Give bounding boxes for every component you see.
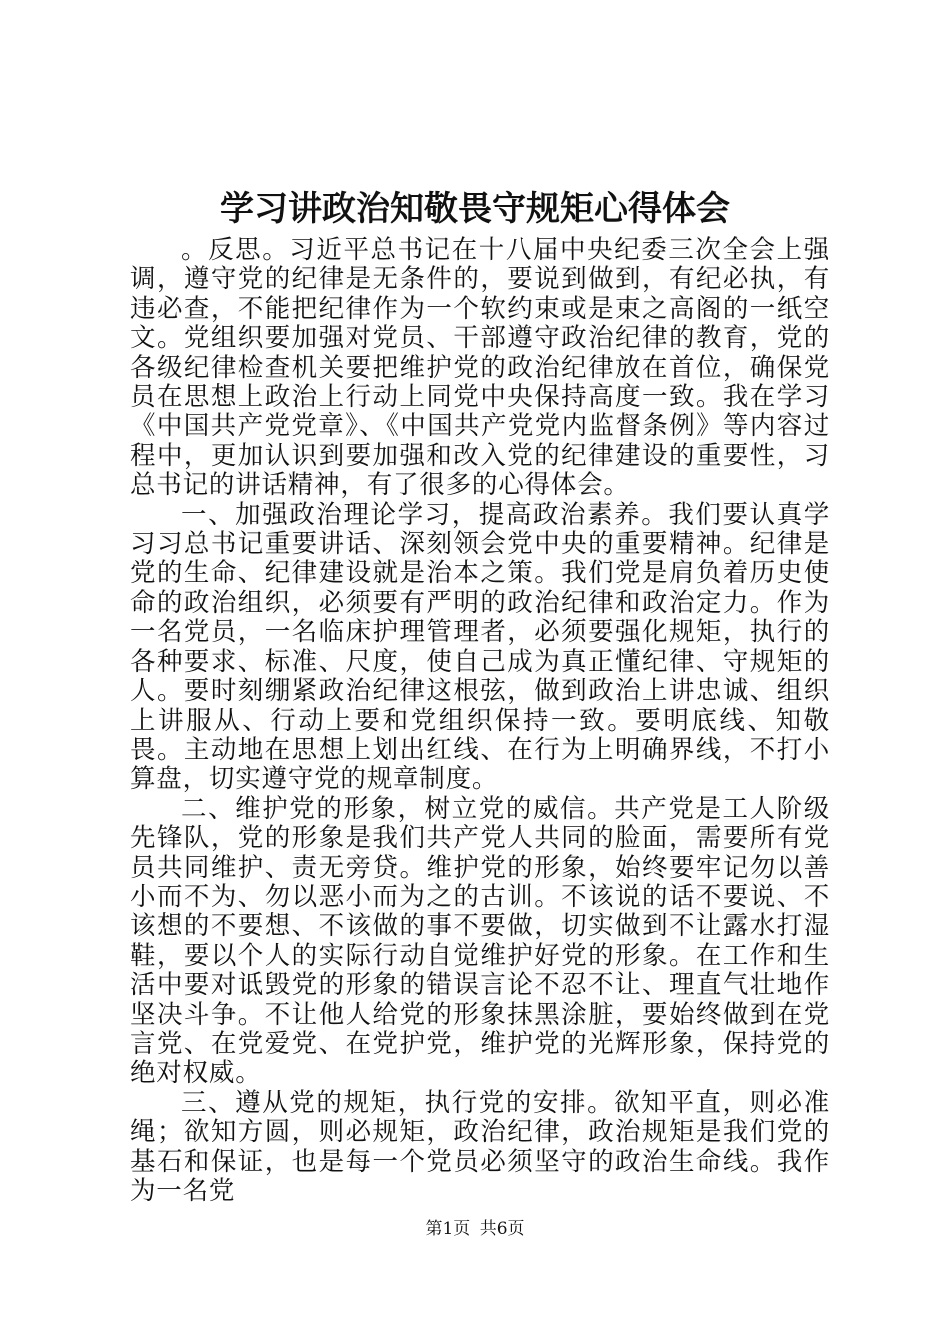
document-title: 学习讲政治知敬畏守规矩心得体会 bbox=[220, 189, 730, 229]
page-total: 共6页 bbox=[479, 1219, 525, 1239]
document-body bbox=[130, 236, 830, 1206]
page-footer bbox=[0, 1217, 950, 1241]
paragraph-intro: 。反思。习近平总书记在十八届中央纪委三次全会上强调，遵守党的纪律是无条件的，要说到做到，有纪必执，有违必查，不能把纪律作为一个软约束或是束之高阁的一纸空文。党组织要加强对党员、干部遵守政治纪律的教育，党的各级纪律检查机关要把维护党的政治纪律放在首位，确保党员在思想上政治上行动上同党中央保持高度一致。我在学习《中国共产党党章》、《中国共产党党内监督条例》等内容过程中，更加认识到要加强和改入党的纪律建设的重要性，习总书记的讲话精神，有了很多的心得体会。 bbox=[130, 235, 830, 501]
paragraph-section-3: 三、遵从党的规矩，执行党的安排。欲知平直，则必准绳；欲知方圆，则必规矩，政治纪律，政治规矩是我们党的基石和保证，也是每一个党员必须坚守的政治生命线。我作为一名党 bbox=[130, 1087, 830, 1206]
paragraph-section-1: 一、加强政治理论学习，提高政治素养。我们要认真学习习总书记重要讲话、深刻领会党中央的重要精神。纪律是党的生命、纪律建设就是治本之策。我们党是肩负着历史使命的政治组织，必须要有严明的政治纪律和政治定力。作为一名党员，一名临床护理管理者，必须要强化规矩，执行的各种要求、标准、尺度，使自己成为真正懂纪律、守规矩的人。要时刻绷紧政治纪律这根弦，做到政治上讲忠诚、组织上讲服从、行动上要和党组织保持一致。要明底线、知敬畏。主动地在思想上划出红线、在行为上明确界线，不打小算盘，切实遵守党的规章制度。 bbox=[130, 499, 830, 795]
paragraph-section-2: 二、维护党的形象，树立党的威信。共产党是工人阶级先锋队，党的形象是我们共产党人共同的脸面，需要所有党员共同维护、责无旁贷。维护党的形象，始终要牢记勿以善小而不为、勿以恶小而为之的古训。不该说的话不要说、不该想的不要想、不该做的事不要做，切实做到不让露水打湿鞋，要以个人的实际行动自觉维护好党的形象。在工作和生活中要对诋毁党的形象的错误言论不忍不让、理直气壮地作坚决斗争。不让他人给党的形象抹黑涂脏，要始终做到在党言党、在党爱党、在党护党，维护党的光辉形象，保持党的绝对权威。 bbox=[130, 793, 830, 1089]
page-number: 第1页 bbox=[425, 1219, 471, 1239]
